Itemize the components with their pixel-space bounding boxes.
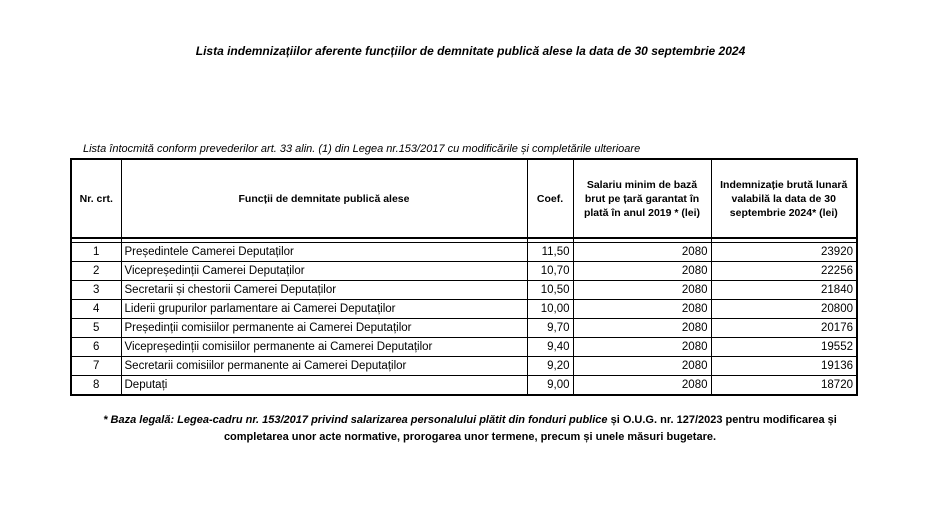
cell-nr: 3: [71, 281, 121, 300]
cell-nr: 1: [71, 243, 121, 262]
cell-nr: 5: [71, 319, 121, 338]
cell-coef: 9,70: [527, 319, 573, 338]
cell-nr: 8: [71, 376, 121, 396]
table-row: [71, 300, 857, 319]
cell-allowance: 20176: [711, 319, 857, 338]
cell-function: Secretarii comisiilor permanente ai Camerei Deputaților: [121, 357, 527, 376]
cell-nr: 2: [71, 262, 121, 281]
table-row: [71, 262, 857, 281]
cell-coef: 10,00: [527, 300, 573, 319]
table-row: [71, 319, 857, 338]
document-title: Lista indemnizațiilor aferente funcțiilor de demnitate publică alese la data de 30 septembrie 2024: [195, 44, 746, 58]
cell-nr: 6: [71, 338, 121, 357]
cell-coef: 11,50: [527, 243, 573, 262]
cell-min-salary: 2080: [573, 357, 711, 376]
cell-function: Deputați: [121, 376, 527, 396]
header-coef: Coef.: [527, 159, 573, 238]
table-row: [71, 338, 857, 357]
cell-allowance: 22256: [711, 262, 857, 281]
cell-allowance: 19552: [711, 338, 857, 357]
table-body: [71, 238, 857, 395]
cell-allowance: 20800: [711, 300, 857, 319]
cell-allowance: 19136: [711, 357, 857, 376]
table-row: [71, 357, 857, 376]
cell-min-salary: 2080: [573, 243, 711, 262]
table-row: [71, 376, 857, 396]
cell-function: Secretarii și chestorii Camerei Deputaților: [121, 281, 527, 300]
table-header-row: [71, 159, 857, 238]
cell-function: Președinții comisiilor permanente ai Camerei Deputaților: [121, 319, 527, 338]
cell-min-salary: 2080: [573, 262, 711, 281]
cell-min-salary: 2080: [573, 300, 711, 319]
cell-min-salary: 2080: [573, 376, 711, 396]
cell-nr: 7: [71, 357, 121, 376]
cell-min-salary: 2080: [573, 281, 711, 300]
cell-allowance: 18720: [711, 376, 857, 396]
cell-nr: 4: [71, 300, 121, 319]
header-nr: Nr. crt.: [71, 159, 121, 238]
table-row: [71, 243, 857, 262]
cell-min-salary: 2080: [573, 319, 711, 338]
cell-min-salary: 2080: [573, 338, 711, 357]
legal-note-prefix: * Baza legală: Legea-cadru nr. 153/2017 privind salarizarea personalului plătit din fonduri publice: [103, 414, 608, 426]
header-min-salary: Salariu minim de bază brut pe țară garantat în plată în anul 2019 * (lei): [573, 159, 711, 238]
cell-coef: 9,00: [527, 376, 573, 396]
cell-coef: 9,20: [527, 357, 573, 376]
legal-note-suffix: și O.U.G. nr. 127/2023 pentru modificarea și completarea unor acte normative, prorogarea unor termene, precum și unele măsuri bugetare.: [223, 414, 837, 443]
cell-function: Vicepreședinții Camerei Deputaților: [121, 262, 527, 281]
cell-function: Vicepreședinții comisiilor permanente ai Camerei Deputaților: [121, 338, 527, 357]
cell-allowance: 21840: [711, 281, 857, 300]
header-function: Funcții de demnitate publică alese: [121, 159, 527, 238]
cell-allowance: 23920: [711, 243, 857, 262]
cell-coef: 9,40: [527, 338, 573, 357]
header-allowance: Indemnizație brută lunară valabilă la data de 30 septembrie 2024* (lei): [711, 159, 857, 238]
cell-function: Liderii grupurilor parlamentare ai Camerei Deputaților: [121, 300, 527, 319]
allowance-table: [70, 158, 858, 396]
cell-function: Președintele Camerei Deputaților: [121, 243, 527, 262]
table-row: [71, 281, 857, 300]
cell-coef: 10,50: [527, 281, 573, 300]
document-subtitle: Lista întocmită conform prevederilor art. 33 alin. (1) din Legea nr.153/2017 cu modificările și completările ulterioare: [83, 143, 641, 155]
legal-note: [90, 412, 850, 446]
allowance-table-container: [70, 158, 856, 396]
cell-coef: 10,70: [527, 262, 573, 281]
